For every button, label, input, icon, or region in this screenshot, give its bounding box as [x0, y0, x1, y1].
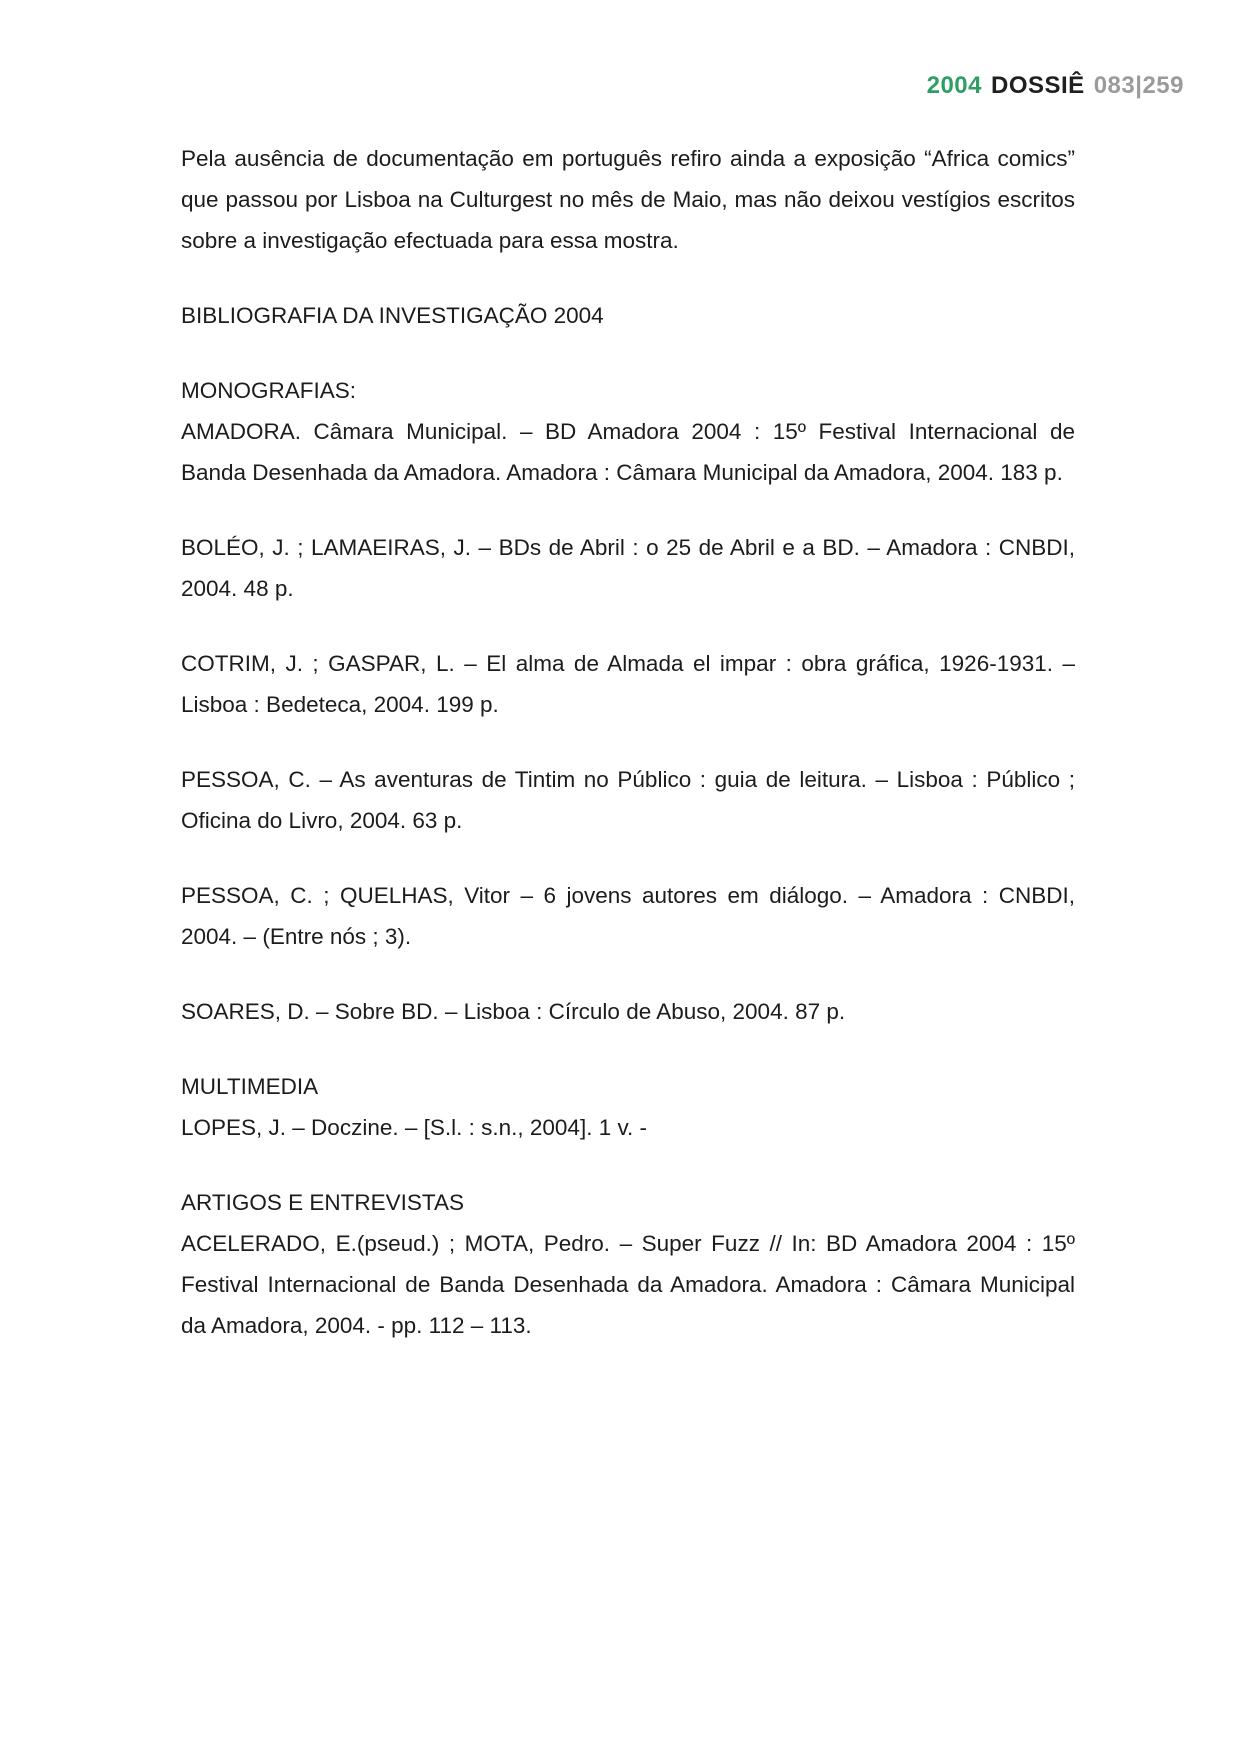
intro-paragraph: Pela ausência de documentação em português refiro ainda a exposição “Africa comics” que passou por Lisboa na Culturgest no mês de Maio, mas não deixou vestígios escritos sobre a investigação efectuada para essa mostra. [181, 146, 1075, 253]
bibliography-entry: ACELERADO, E.(pseud.) ; MOTA, Pedro. – Super Fuzz // In: BD Amadora 2004 : 15º Festival Internacional de Banda Desenhada da Amadora. Amadora : Câmara Municipal da Amadora, 2004. - pp. 112 – 113. [181, 1231, 1075, 1338]
section-artigos-entrevistas [181, 1182, 1075, 1346]
section-multimedia [181, 1066, 1075, 1148]
section-title: MULTIMEDIA [181, 1074, 319, 1099]
header-page-numbers: 083|259 [1093, 72, 1184, 99]
bibliography-entry: COTRIM, J. ; GASPAR, L. – El alma de Almada el impar : obra gráfica, 1926-1931. – Lisboa : Bedeteca, 2004. 199 p. [181, 651, 1075, 717]
header-title: DOSSIÊ [990, 72, 1085, 99]
bibliography-entry: PESSOA, C. ; QUELHAS, Vitor – 6 jovens autores em diálogo. – Amadora : CNBDI, 2004. – (Entre nós ; 3). [181, 883, 1075, 949]
header-year: 2004 [926, 72, 982, 99]
bibliography-heading: BIBLIOGRAFIA DA INVESTIGAÇÃO 2004 [181, 303, 604, 328]
bibliography-entry: PESSOA, C. – As aventuras de Tintim no Público : guia de leitura. – Lisboa : Público ; Oficina do Livro, 2004. 63 p. [181, 767, 1075, 833]
section-title: MONOGRAFIAS: [181, 378, 357, 403]
section-title: ARTIGOS E ENTREVISTAS [181, 1190, 464, 1215]
section-monografias [181, 370, 1075, 1032]
document-body [181, 138, 1075, 1380]
bibliography-entry: SOARES, D. – Sobre BD. – Lisboa : Círculo de Abuso, 2004. 87 p. [181, 999, 846, 1024]
bibliography-entry: LOPES, J. – Doczine. – [S.l. : s.n., 2004]. 1 v. - [181, 1115, 648, 1140]
bibliography-entry: AMADORA. Câmara Municipal. – BD Amadora 2004 : 15º Festival Internacional de Banda Desenhada da Amadora. Amadora : Câmara Municipal da Amadora, 2004. 183 p. [181, 419, 1075, 485]
page-header [927, 72, 1184, 100]
bibliography-entry: BOLÉO, J. ; LAMAEIRAS, J. – BDs de Abril : o 25 de Abril e a BD. – Amadora : CNBDI, 2004. 48 p. [181, 535, 1075, 601]
